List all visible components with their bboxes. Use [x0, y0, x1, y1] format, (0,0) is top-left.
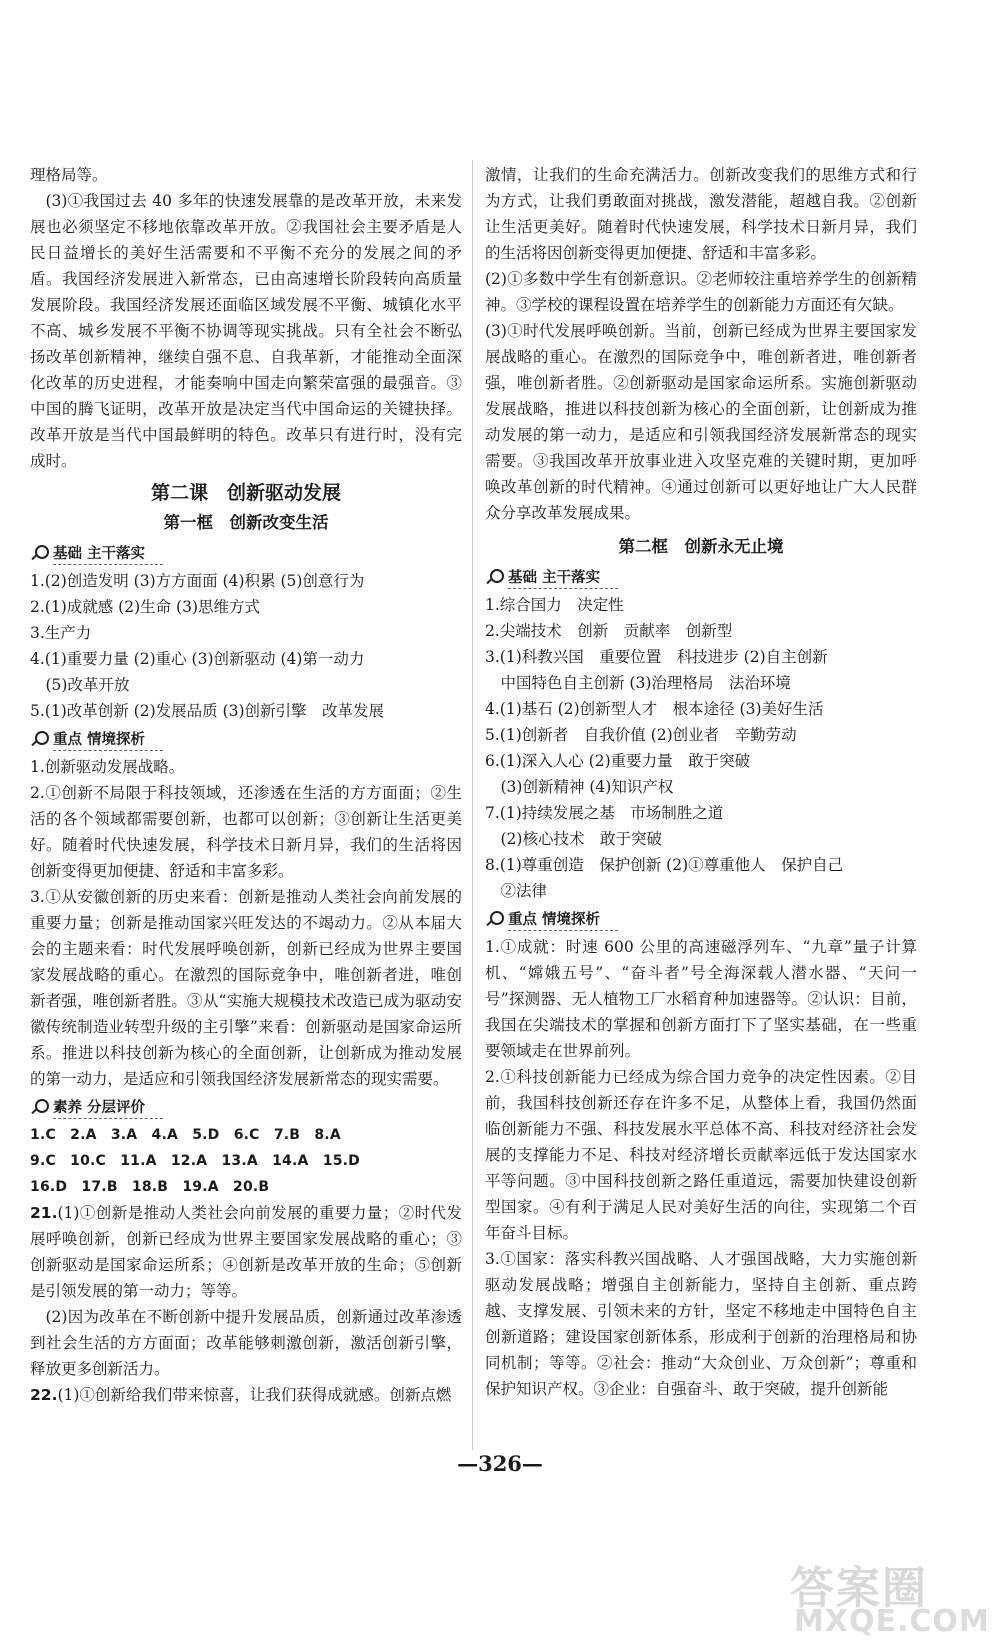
magnifier-icon	[30, 544, 50, 564]
answer-line: 1.(2)创造发明 (3)方方面面 (4)积累 (5)创意行为	[30, 572, 365, 590]
answer-line: 6.(1)深入人心 (2)重要力量 敢于突破	[485, 752, 751, 770]
magnifier-icon	[30, 1098, 50, 1118]
choice-answers-row: 9.C 10.C 11.A 12.A 13.A 14.A 15.D	[30, 1153, 360, 1169]
frame-title: 第一框 创新改变生活	[163, 513, 329, 532]
section-header-label: 素养 分层评价	[53, 1098, 163, 1119]
right-column	[485, 162, 917, 1402]
section-header-key	[485, 909, 917, 931]
answer-paragraph: 3.①国家：落实科教兴国战略、人才强国战略，大力实施创新驱动发展战略；增强自主创新能力，坚持自主创新、重点跨越、支撑发展、引领未来的方针，坚定不移地走中国特色自主创新道路；建设国家创新体系，形成利于创新的治理格局和协同机制；等等。②社会：推动“大众创业、万众创新”；尊重和保护知识产权。③企业：自强奋斗、敢于突破，提升创新能	[485, 1250, 917, 1398]
section-header-label: 重点 情境探析	[508, 910, 618, 931]
question-22-part-2: (2)①多数中学生有创新意识。②老师较注重培养学生的创新精神。③学校的课程设置在培养学生的创新能力方面还有欠缺。	[485, 270, 917, 314]
answer-paragraph: 3.①从安徽创新的历史来看：创新是推动人类社会向前发展的重要力量；创新是推动国家兴旺发达的不竭动力。②从本届大会的主题来看：时代发展呼唤创新，创新已经成为世界主要国家发展战略的重心。在激烈的国际竞争中，唯创新者进，唯创新者强，唯创新者胜。③从“实施大规模技术改造已成为驱动安徽传统制造业转型升级的主引擎”来看：创新驱动是国家命运所系。推进以科技创新为核心的全面创新，让创新成为推动发展的第一动力，是适应和引领我国经济发展新常态的现实需要。	[30, 888, 462, 1088]
question-22-text: (1)①创新给我们带来惊喜，让我们获得成就感。创新点燃	[57, 1386, 452, 1404]
question-number: 22.	[30, 1386, 58, 1404]
answer-line: (3)创新精神 (4)知识产权	[500, 778, 674, 796]
question-21-text: (1)①创新是推动人类社会向前发展的重要力量；②时代发展呼唤创新，创新已经成为世界主要国家发展战略的重心；③创新驱动是国家命运所系；④创新是改革开放的生命；⑤创新是引领发展的第一动力；等等。	[30, 1204, 462, 1300]
section-header-key	[30, 729, 462, 751]
column-divider	[472, 160, 473, 1450]
answer-paragraph: 2.①科技创新能力已经成为综合国力竞争的决定性因素。②目前，我国科技创新还存在许多不足，从整体上看，我国仍然面临创新能力不强、科技发展水平总体不高、科技对经济社会发展的支撑能力不足、科技对经济增长贡献率远低于发达国家水平等问题。③中国科技创新之路任重道远，需要加快建设创新型国家。④有利于满足人民对美好生活的向往，实现第二个百年奋斗目标。	[485, 1068, 917, 1242]
section-header-label: 基础 主干落实	[53, 544, 163, 565]
magnifier-icon	[485, 568, 505, 588]
intro-paragraph-1: 理格局等。	[30, 166, 108, 184]
answer-line: 4.(1)基石 (2)创新型人才 根本途径 (3)美好生活	[485, 700, 824, 718]
watermark-logo	[770, 1552, 990, 1644]
question-21-part-2: (2)因为改革在不断创新中提升发展品质，创新通过改革渗透到社会生活的方方面面；改革能够刺激创新，激活创新引擎，释放更多创新活力。	[30, 1308, 462, 1378]
left-column	[30, 162, 462, 1408]
section-header-basic	[30, 543, 462, 565]
answer-line: 1.综合国力 决定性	[485, 596, 624, 614]
answer-line: 5.(1)创新者 自我价值 (2)创业者 辛勤劳动	[485, 726, 797, 744]
watermark-url: MXQE.COM	[794, 1604, 990, 1639]
answer-line: ②法律	[500, 882, 548, 900]
answer-paragraph: 1.①成就：时速 600 公里的高速磁浮列车、“九章”量子计算机、“嫦娥五号”、“奋斗者”号全海深载人潜水器、“天问一号”探测器、无人植物工厂水稻育种加速器等。②认识：目前，我国在尖端技术的掌握和创新方面打下了坚实基础，在一些重要领域走在世界前列。	[485, 938, 917, 1060]
question-number: 21.	[30, 1204, 58, 1222]
question-22-continued: 激情，让我们的生命充满活力。创新改变我们的思维方式和行为方式，让我们勇敢面对挑战，激发潜能，超越自我。②创新让生活更美好。随着时代快速发展，科学技术日新月异，我们的生活将因创新变得更加便捷、舒适和丰富多彩。	[485, 166, 917, 262]
lesson-title: 第二课 创新驱动发展	[150, 482, 341, 504]
section-header-basic	[485, 567, 917, 589]
magnifier-icon	[30, 730, 50, 750]
choice-answers-row: 1.C 2.A 3.A 4.A 5.D 6.C 7.B 8.A	[30, 1127, 341, 1143]
answer-line: 中国特色自主创新 (3)治理格局 法治环境	[500, 674, 791, 692]
section-header-label: 重点 情境探析	[53, 730, 163, 751]
page-number: —326—	[457, 1451, 543, 1476]
answer-paragraph: 1.创新驱动发展战略。	[30, 758, 185, 776]
section-header-label: 基础 主干落实	[508, 568, 618, 589]
answer-paragraph: 2.①创新不局限于科技领域，还渗透在生活的方方面面；②生活的各个领域都需要创新，也都可以创新；③创新让生活更美好。随着时代快速发展，科学技术日新月异，我们的生活将因创新变得更加便捷、舒适和丰富多彩。	[30, 784, 462, 880]
answer-line: 3.(1)科教兴国 重要位置 科技进步 (2)自主创新	[485, 648, 828, 666]
answer-line: 3.生产力	[30, 624, 92, 642]
frame-title: 第二框 创新永无止境	[618, 537, 784, 556]
section-header-literacy	[30, 1097, 462, 1119]
answer-line: 2.尖端技术 创新 贡献率 创新型	[485, 622, 733, 640]
answer-line: (2)核心技术 敢于突破	[500, 830, 662, 848]
answer-line: 7.(1)持续发展之基 市场制胜之道	[485, 804, 724, 822]
question-21-part-1	[30, 1200, 462, 1304]
answer-line: 2.(1)成就感 (2)生命 (3)思维方式	[30, 598, 261, 616]
magnifier-icon	[485, 910, 505, 930]
question-22-part-3: (3)①时代发展呼唤创新。当前，创新已经成为世界主要国家发展战略的重心。在激烈的国际竞争中，唯创新者进，唯创新者强，唯创新者胜。②创新驱动是国家命运所系。实施创新驱动发展战略，推进以科技创新为核心的全面创新，让创新成为推动发展的第一动力，是适应和引领我国经济发展新常态的现实需要。③我国改革开放事业进入攻坚克难的关键时期，更加呼唤改革创新的时代精神。④通过创新可以更好地让广大人民群众分享改革发展成果。	[485, 322, 917, 522]
answer-line: 8.(1)尊重创造 保护创新 (2)①尊重他人 保护自己	[485, 856, 844, 874]
answer-line: 4.(1)重要力量 (2)重心 (3)创新驱动 (4)第一动力	[30, 650, 365, 668]
question-22-part-1	[30, 1382, 462, 1408]
choice-answers-row: 16.D 17.B 18.B 19.A 20.B	[30, 1179, 270, 1195]
answer-line: (5)改革开放	[45, 676, 130, 694]
intro-paragraph-2: (3)①我国过去 40 多年的快速发展靠的是改革开放，未来发展也必须坚定不移地依靠改革开放。②我国社会主要矛盾是人民日益增长的美好生活需要和不平衡不充分的发展之间的矛盾。我国经济发展进入新常态，已由高速增长阶段转向高质量发展阶段。我国经济发展还面临区域发展不平衡、城镇化水平不高、城乡发展不平衡不协调等现实挑战。只有全社会不断弘扬改革创新精神，继续自强不息、自我革新，才能推动全面深化改革的历史进程，才能奏响中国走向繁荣富强的最强音。③中国的腾飞证明，改革开放是决定当代中国命运的关键抉择。改革开放是当代中国最鲜明的特色。改革只有进行时，没有完成时。	[30, 192, 462, 470]
watermark-text: 答案圈	[790, 1563, 928, 1614]
answer-line: 5.(1)改革创新 (2)发展品质 (3)创新引擎 改革发展	[30, 702, 385, 720]
